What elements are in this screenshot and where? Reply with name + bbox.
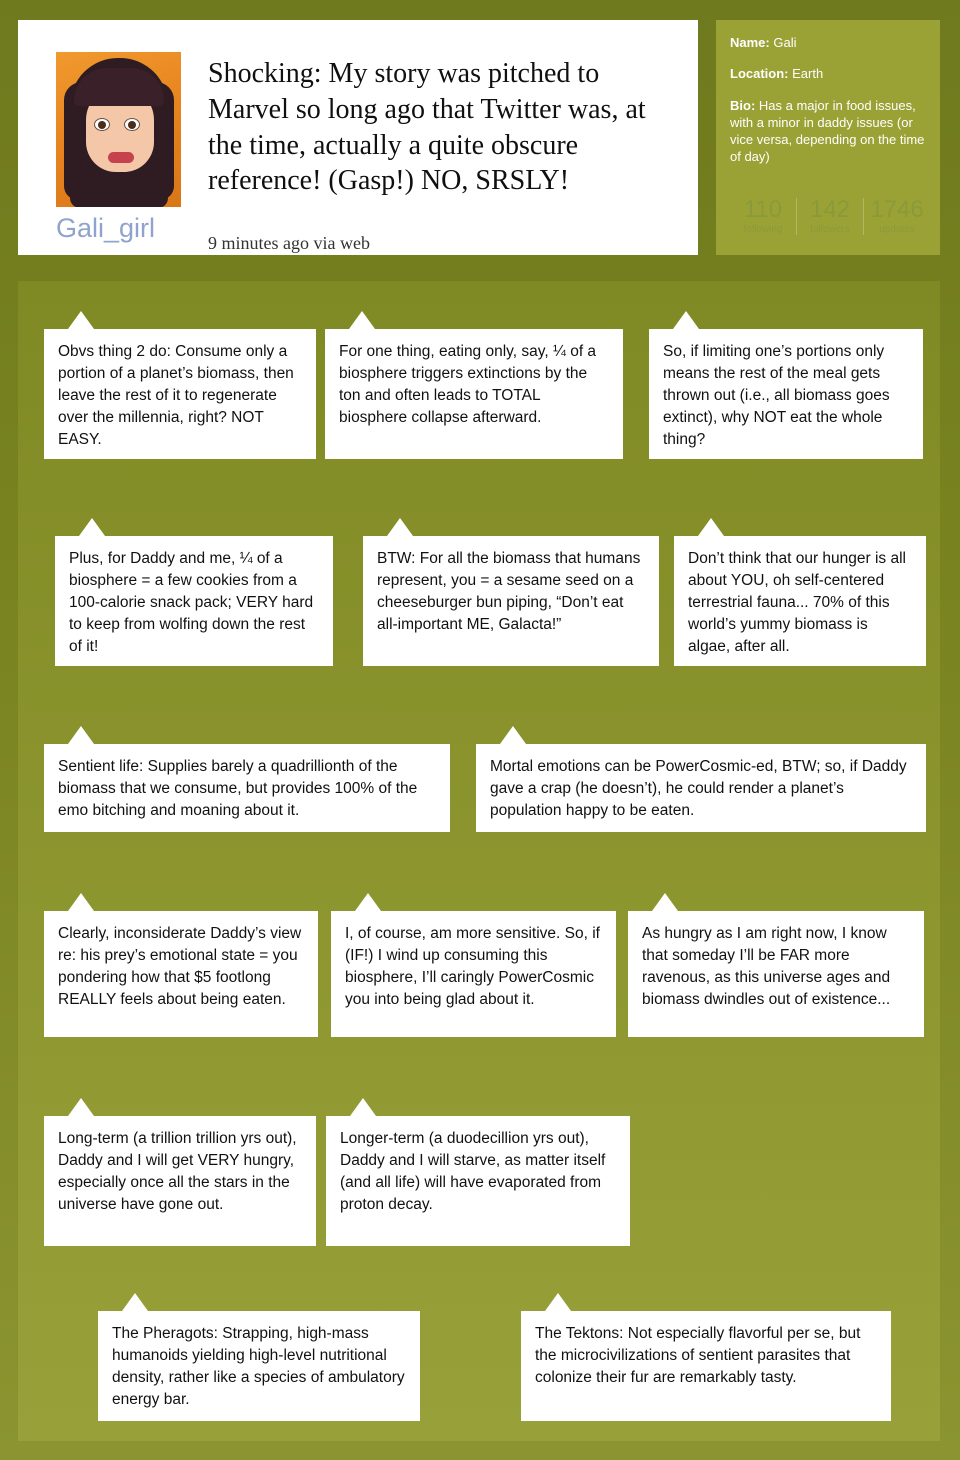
reply-text: Mortal emotions can be PowerCosmic-ed, BTW; so, if Daddy gave a crap (he doesn’t), he could render a planet’s population happy to be eaten. [490, 758, 907, 819]
profile-location-value: Earth [792, 66, 824, 82]
stat-followers[interactable] [796, 198, 863, 235]
stat-following-count: 110 [743, 196, 783, 223]
speech-tail [673, 311, 699, 329]
reply-bubble-9[interactable] [44, 911, 318, 1037]
reply-text: Obvs thing 2 do: Consume only a portion of a planet’s biomass, then leave the rest of it to regenerate over the millennia, right? NOT EASY. [58, 343, 294, 448]
profile-location-label: Location: [730, 66, 789, 82]
stat-following-label: following [743, 224, 783, 235]
speech-tail [68, 893, 94, 911]
reply-text: Clearly, inconsiderate Daddy’s view re: his prey’s emotional state = you pondering how that $5 footlong REALLY feels about being eaten. [58, 925, 302, 1008]
speech-tail [349, 311, 375, 329]
main-tweet-card [18, 20, 698, 255]
stat-updates[interactable] [863, 198, 930, 235]
profile-name-row [730, 34, 926, 51]
speech-tail [350, 1098, 376, 1116]
reply-text: BTW: For all the biomass that humans represent, you = a sesame seed on a cheeseburger bun piping, “Don’t eat all-important ME, Galacta!” [377, 550, 641, 633]
profile-bio-label: Bio: [730, 97, 756, 113]
avatar-pupil-right-icon [128, 121, 136, 129]
reply-bubble-10[interactable] [331, 911, 616, 1037]
stat-followers-count: 142 [809, 196, 851, 223]
reply-text: I, of course, am more sensitive. So, if (IF!) I wind up consuming this biosphere, I’ll caringly PowerCosmic you into being glad about it. [345, 925, 600, 1008]
speech-tail [68, 311, 94, 329]
speech-tail [652, 893, 678, 911]
main-tweet-timestamp[interactable]: 9 minutes ago via web [208, 233, 370, 253]
stat-updates-label: updates [879, 224, 915, 235]
reply-bubble-6[interactable] [674, 536, 926, 666]
avatar-pupil-left-icon [98, 121, 106, 129]
speech-tail [355, 893, 381, 911]
speech-tail [387, 518, 413, 536]
reply-bubble-8[interactable] [476, 744, 926, 832]
speech-tail [68, 1098, 94, 1116]
reply-bubble-2[interactable] [325, 329, 623, 459]
reply-text: Don’t think that our hunger is all about YOU, oh self-centered terrestrial fauna... 70% of this world’s yummy biomass is algae, after all. [688, 550, 906, 655]
speech-tail [698, 518, 724, 536]
reply-text: Plus, for Daddy and me, ¼ of a biosphere = a few cookies from a 100-calorie snack pack; VERY hard to keep from wolfing down the rest of it! [69, 550, 314, 655]
replies-panel [18, 281, 940, 1441]
speech-tail [500, 726, 526, 744]
stat-following[interactable] [730, 198, 796, 235]
speech-tail [545, 1293, 571, 1311]
reply-text: The Tektons: Not especially flavorful per se, but the microcivilizations of sentient parasites that colonize their fur are remarkably tasty. [535, 1325, 861, 1386]
reply-bubble-11[interactable] [628, 911, 924, 1037]
reply-bubble-7[interactable] [44, 744, 450, 832]
reply-text: Long-term (a trillion trillion yrs out), Daddy and I will get VERY hungry, especially once all the stars in the universe have gone out. [58, 1130, 297, 1213]
speech-tail [68, 726, 94, 744]
avatar-lips-icon [108, 152, 134, 163]
avatar[interactable] [56, 52, 181, 207]
profile-name-label: Name: [730, 35, 770, 50]
stat-followers-label: followers [810, 224, 850, 235]
reply-bubble-15[interactable] [521, 1311, 891, 1421]
profile-bio-row [730, 97, 926, 166]
reply-text: As hungry as I am right now, I know that someday I’ll be FAR more ravenous, as this universe ages and biomass dwindles out of existence... [642, 925, 891, 1008]
reply-text: For one thing, eating only, say, ¼ of a biosphere triggers extinctions by the ton and often leads to TOTAL biosphere collapse afterward. [339, 343, 597, 426]
username[interactable]: Gali_girl [56, 213, 156, 243]
profile-location-row [730, 65, 926, 82]
reply-text: So, if limiting one’s portions only means the rest of the meal gets thrown out (i.e., all biomass goes extinct), why NOT eat the whole thing? [663, 343, 890, 448]
profile-bio-value: Has a major in food issues, with a minor in daddy issues (or vice versa, depending on the time of day) [730, 97, 925, 165]
reply-bubble-3[interactable] [649, 329, 923, 459]
reply-bubble-13[interactable] [326, 1116, 630, 1246]
speech-tail [118, 22, 146, 41]
stat-updates-count: 1746 [870, 196, 924, 223]
profile-stats [730, 198, 930, 235]
reply-bubble-12[interactable] [44, 1116, 316, 1246]
profile-card [716, 20, 940, 255]
avatar-fringe-icon [74, 68, 164, 106]
reply-bubble-1[interactable] [44, 329, 316, 459]
profile-name-value: Gali [773, 35, 797, 50]
reply-bubble-14[interactable] [98, 1311, 420, 1421]
reply-bubble-5[interactable] [363, 536, 659, 666]
main-tweet-text: Shocking: My story was pitched to Marvel so long ago that Twitter was, at the time, actually a quite obscure reference! (Gasp!) NO, SRSLY! [208, 58, 646, 197]
reply-bubble-4[interactable] [55, 536, 333, 666]
speech-tail [79, 518, 105, 536]
reply-text: Sentient life: Supplies barely a quadrillionth of the biomass that we consume, but provides 100% of the emo bitching and moaning about it. [58, 758, 418, 819]
speech-tail [122, 1293, 148, 1311]
reply-text: The Pheragots: Strapping, high-mass humanoids yielding high-level nutritional density, rather like a species of ambulatory energy bar. [112, 1325, 405, 1408]
reply-text: Longer-term (a duodecillion yrs out), Daddy and I will starve, as matter itself (and all life) will have evaporated from proton decay. [340, 1130, 606, 1213]
